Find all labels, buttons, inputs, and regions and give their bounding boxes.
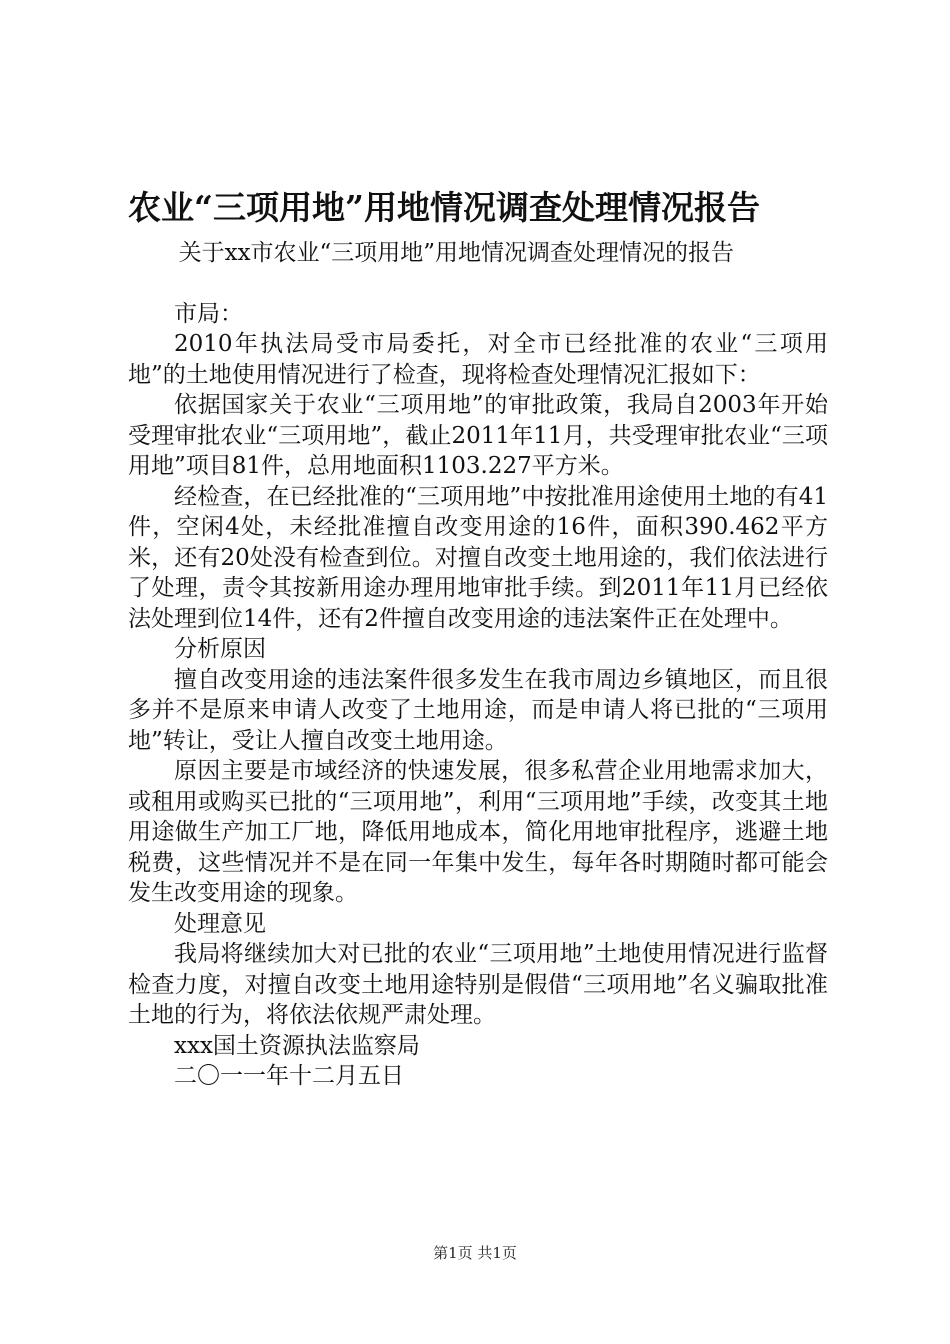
paragraph: 原因主要是市域经济的快速发展，很多私营企业用地需求加大，或租用或购买已批的“三项用地”，利用“三项用地”手续，改变其土地用途做生产加工厂地，降低用地成本，简化用地审批程序，逃避土地税费，这些情况并不是在同一年集中发生，每年各时期随时都可能会发生改变用途的现象。 [128,758,828,906]
paragraph: 擅自改变用途的违法案件很多发生在我市周边乡镇地区，而且很多并不是原来申请人改变了土地用途，而是申请人将已批的“三项用地”转让，受让人擅自改变土地用途。 [128,666,828,754]
section-heading: 分析原因 [174,636,266,662]
date: 二〇一一年十二月五日 [174,1063,404,1089]
blank-line [128,269,828,299]
document-subtitle: 关于xx市农业“三项用地”用地情况调查处理情况的报告 [178,240,735,266]
section-heading: 处理意见 [174,910,266,937]
signature: xxx国土资源执法监察局 [174,1032,420,1059]
document-title: 农业“三项用地”用地情况调查处理情况报告 [128,188,760,227]
paragraph: 经检查，在已经批准的“三项用地”中按批准用途使用土地的有41件，空闲4处，未经批准擅自改变用途的16件，面积390.462平方米，还有20处没有检查到位。对擅自改变土地用途的，我们依法进行了处理，责令其按新用途办理用地审批手续。到2011年11月已经依法处理到位14件，还有2件擅自改变用途的违法案件正在处理中。 [128,483,828,632]
page-footer: 第1页 共1页 [433,1244,517,1262]
paragraph: 我局将继续加大对已批的农业“三项用地”土地使用情况进行监督检查力度，对擅自改变土地用途特别是假借“三项用地”名义骗取批准土地的行为，将依法依规严肃处理。 [128,941,828,1028]
paragraph: 2010年执法局受市局委托，对全市已经批准的农业“三项用地”的土地使用情况进行了检查，现将检查处理情况汇报如下： [128,331,828,388]
paragraph: 依据国家关于农业“三项用地”的审批政策，我局自2003年开始受理审批农业“三项用地”，截止2011年11月，共受理审批农业“三项用地”项目81件，总用地面积1103.227平方米。 [128,392,828,479]
salutation: 市局： [174,300,243,327]
document-body [128,238,828,1092]
